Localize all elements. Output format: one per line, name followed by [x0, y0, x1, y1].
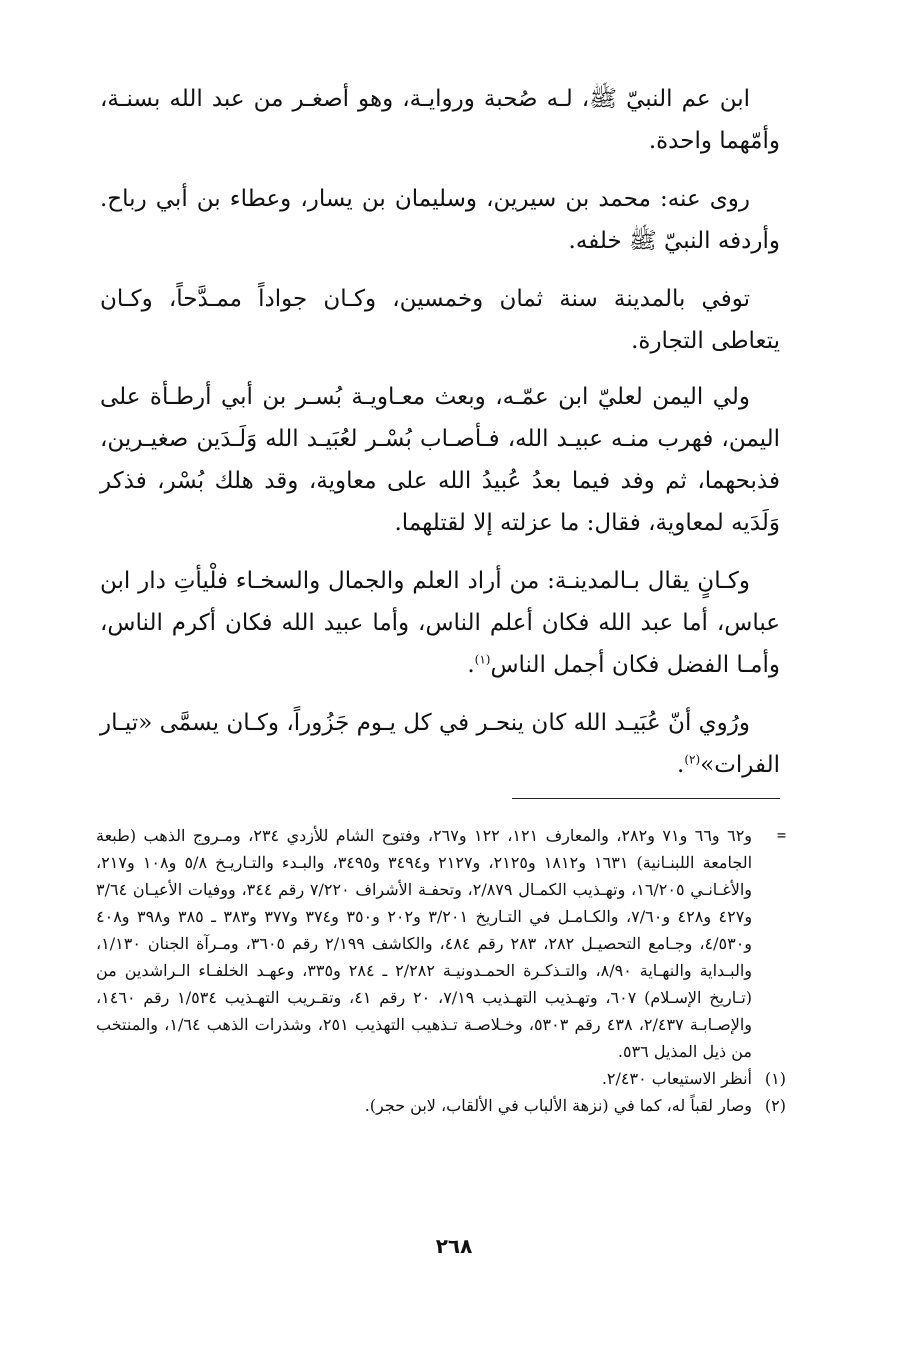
paragraph-6-tail: .: [677, 752, 685, 778]
paragraph-3-text: توفي بالمدينة سنة ثمان وخمسين، وكـان جواداً ممـدَّحاً، وكـان يتعاطى التجارة.: [100, 286, 780, 354]
paragraph-6: [100, 702, 780, 786]
paragraph-5-tail: .: [467, 652, 475, 678]
footnote-item-1: [96, 1065, 786, 1092]
paragraph-2: [100, 178, 780, 262]
paragraph-4-text: ولي اليمن لعليّ ابن عمّـه، وبعث معـاويـة بُسـر بن أبي أرطـأة على اليمن، فهرب منـه عبيـد الله، فـأصـاب بُسْـر لعُبَيـد الله وَلَـدَين صغيـرين، فذبحهما، ثم وفد فيما بعدُ عُبيدُ الله على معاوية، وقد هلك بُسْر، فذكر وَلَدَيه لمعاوية، فقال: ما عزلته إلا لقتلهما.: [100, 384, 780, 536]
paragraph-1: [100, 78, 780, 162]
paragraph-5-text: وكـانٍ يقال بـالمدينـة: من أراد العلم والجمال والسخـاء فلْيأتِ دار ابن عباس، أما عبد الله فكان أعلم الناس، وأما عبيد الله فكان أكرم الناس، وأمـا الفضل فكان أجمل الناس: [100, 568, 780, 678]
footnote-continuation-text: و٦٢ و٦٦ و٧١ و٢٨٢، والمعارف ١٢١، ١٢٢ و٢٦٧، وفتوح الشام للأزدي ٢٣٤، ومـروج الذهب (طبعة الجامعة اللبنـانية) ١٦٣١ و١٨١٢ و٢١٢٥، و٢١٢٧ و٣٤٩٤ و٣٤٩٥، والبـدء والتـاريـخ ٥/٨ و١٠٨ و٢١٧، والأغـانـي ١٦/٢٠٥، وتهـذيب الكمـال ٢/٨٧٩، وتحفـة الأشراف ٧/٢٢٠ رقم ٣٤٤، ووفيات الأعيـان ٣/٦٤ و٤٢٧ و٤٢٨ و٧/٦٠، والكـامـل في التـاريخ ٣/٢٠١ و٢٠٢ و٣٥٠ و٣٧٤ و٣٧٧ و٣٨٣ ـ ٣٨٥ و٣٩٨ و٤٠٨ و٤/٥٣٠، وجـامع التحصيـل ٢٨٢، ٢٨٣ رقم ٤٨٤، والكاشف ٢/١٩٩ رقم ٣٦٠٥، ومـرآة الجنان ١/١٣٠، والبـداية والنهـاية ٨/٩٠، والتـذكـرة الحمـدونيـة ٢/٢٨٢ ـ ٢٨٤ و٣٣٥، وعهـد الخلفـاء الـراشدين من (تـاريخ الإسـلام) ٦٠٧، وتهـذيب التهـذيب ٧/١٩، ٢٠ رقم ٤١، وتقـريب التهـذيب ١/٥٣٤ رقم ١٤٦٠، والإصـابـة ٢/٤٣٧، ٤٣٨ رقم ٥٣٠٣، وخـلاصـة تـذهيب التهذيب ٢٥١، وشذرات الذهب ١/٦٤، والمنتخب من ذيل المذيل ٥٣٦.: [96, 826, 753, 1061]
main-text: [100, 78, 780, 802]
paragraph-5: [100, 560, 780, 686]
paragraph-4: [100, 376, 780, 544]
footnote-number-2: (٢): [764, 1096, 786, 1115]
footnote-text-1: أنظر الاستيعاب ٢/٤٣٠.: [601, 1069, 752, 1088]
footnote-item-2: [96, 1092, 786, 1119]
footnotes-section: [96, 822, 786, 1119]
footnote-ref-2[interactable]: (٢): [684, 752, 701, 767]
paragraph-6-text: ورُوي أنّ عُبَيـد الله كان ينحـر في كل يـوم جَزُوراً، وكـان يسمَّى «تيـار الفرات»: [100, 710, 780, 778]
footnote-number-1: (١): [764, 1069, 786, 1088]
paragraph-1-text: ابن عم النبيّ ﷺ، لـه صُحبة وروايـة، وهو أصغـر من عبد الله بسنـة، وأمّهما واحدة.: [100, 86, 780, 154]
footnote-separator: [512, 798, 780, 799]
footnote-text-2: وصار لقباً له، كما في (نزهة الألباب في الألقاب، لابن حجر).: [364, 1096, 752, 1115]
footnote-ref-1[interactable]: (١): [474, 652, 491, 667]
footnote-continuation: [96, 822, 786, 1065]
paragraph-3: [100, 278, 780, 362]
page-number: ٢٦٨: [435, 1234, 473, 1258]
continuation-marker: =: [776, 826, 786, 844]
paragraph-2-text: روى عنه: محمد بن سيرين، وسليمان بن يسار، وعطاء بن أبي رباح. وأردفه النبيّ ﷺ خلفه.: [100, 186, 780, 254]
